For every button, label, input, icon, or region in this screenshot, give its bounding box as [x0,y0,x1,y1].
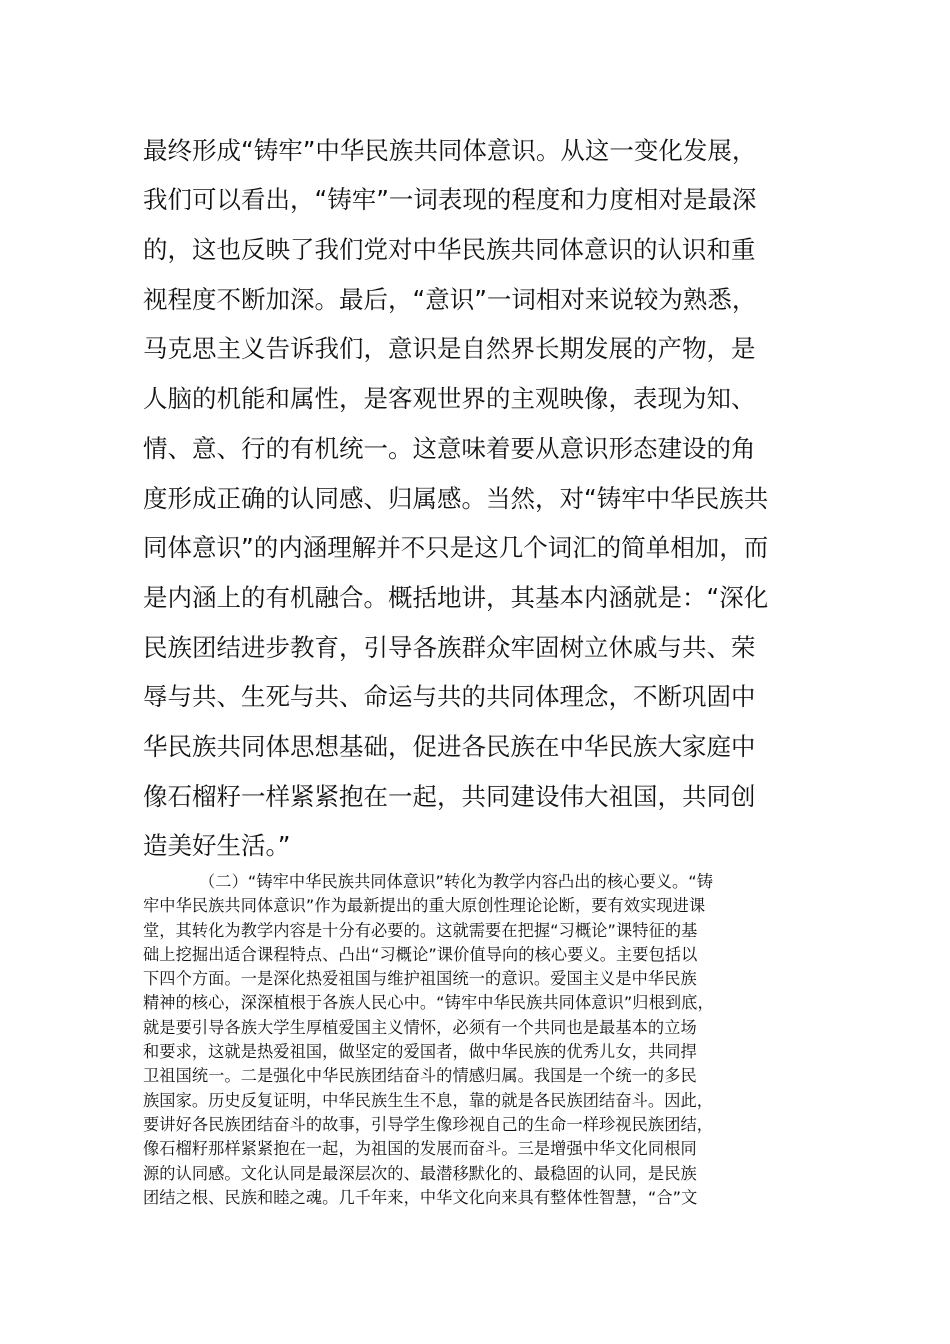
text-line: 堂，其转化为教学内容是十分有必要的。这就需要在把握“习概论”课特征的基 [143,920,698,940]
text-line: 和要求，这就是热爱祖国，做坚定的爱国者，做中华民族的优秀儿女，共同捍 [143,1042,697,1062]
text-line: 牢中华民族共同体意识”作为最新提出的重大原创性理论论断，要有效实现进课 [143,896,706,916]
text-line: 民族团结进步教育，引导各族群众牢固树立休戚与共、荣 [143,633,756,662]
text-line: 度形成正确的认同感、归属感。当然，对“铸牢中华民族共 [143,484,769,513]
text-line: 人脑的机能和属性，是客观世界的主观映像，表现为知、 [143,384,756,413]
text-line: 卫祖国统一。二是强化中华民族团结奋斗的情感归属。我国是一个统一的多民 [143,1066,697,1086]
text-line: 的，这也反映了我们党对中华民族共同体意识的认识和重 [143,235,756,264]
text-line: 团结之根、民族和睦之魂。几千年来，中华文化向来具有整体性智慧，“合”文 [143,1187,698,1207]
text-line: 就是要引导各族大学生厚植爱国主义情怀，必须有一个共同也是最基本的立场 [143,1017,697,1037]
text-line: 造美好生活。” [143,831,291,860]
text-line: 同体意识”的内涵理解并不只是这几个词汇的简单相加，而 [143,533,769,562]
section-heading-line: （二）“铸牢中华民族共同体意识”转化为教学内容凸出的核心要义。“铸 [199,872,714,891]
text-line: 视程度不断加深。最后，“意识”一词相对来说较为熟悉， [143,285,757,314]
text-line: 华民族共同体思想基础，促进各民族在中华民族大家庭中 [143,732,756,761]
text-line: 情、意、行的有机统一。这意味着要从意识形态建设的角 [143,434,756,463]
text-line: 精神的核心，深深植根于各族人民心中。“铸牢中华民族共同体意识”归根到底， [143,993,714,1013]
small-paragraph [143,870,811,1210]
text-line: 下四个方面。一是深化热爱祖国与维护祖国统一的意识。爱国主义是中华民族 [143,969,697,989]
text-line: 像石榴籽一样紧紧抱在一起，共同建设伟大祖国，共同创 [143,782,756,811]
text-line: 我们可以看出，“铸牢”一词表现的程度和力度相对是最深 [143,185,757,214]
text-line: 础上挖掘出适合课程特点、凸出“习概论”课价值导向的核心要义。主要包括以 [143,944,698,964]
text-line: 源的认同感。文化认同是最深层次的、最潜移默化的、最稳固的认同，是民族 [143,1163,697,1183]
text-line: 辱与共、生死与共、命运与共的共同体理念，不断巩固中 [143,682,756,711]
text-line: 是内涵上的有机融合。概括地讲，其基本内涵就是：“深化 [143,583,769,612]
text-line: 要讲好各民族团结奋斗的故事，引导学生像珍视自己的生命一样珍视民族团结， [143,1114,714,1134]
text-line: 族国家。历史反复证明，中华民族生生不息，靠的就是各民族团结奋斗。因此， [143,1090,714,1110]
text-line: 马克思主义告诉我们，意识是自然界长期发展的产物，是 [143,334,756,363]
text-line: 最终形成“铸牢”中华民族共同体意识。从这一变化发展， [143,136,757,165]
text-line: 像石榴籽那样紧紧抱在一起，为祖国的发展而奋斗。三是增强中华文化同根同 [143,1139,697,1159]
